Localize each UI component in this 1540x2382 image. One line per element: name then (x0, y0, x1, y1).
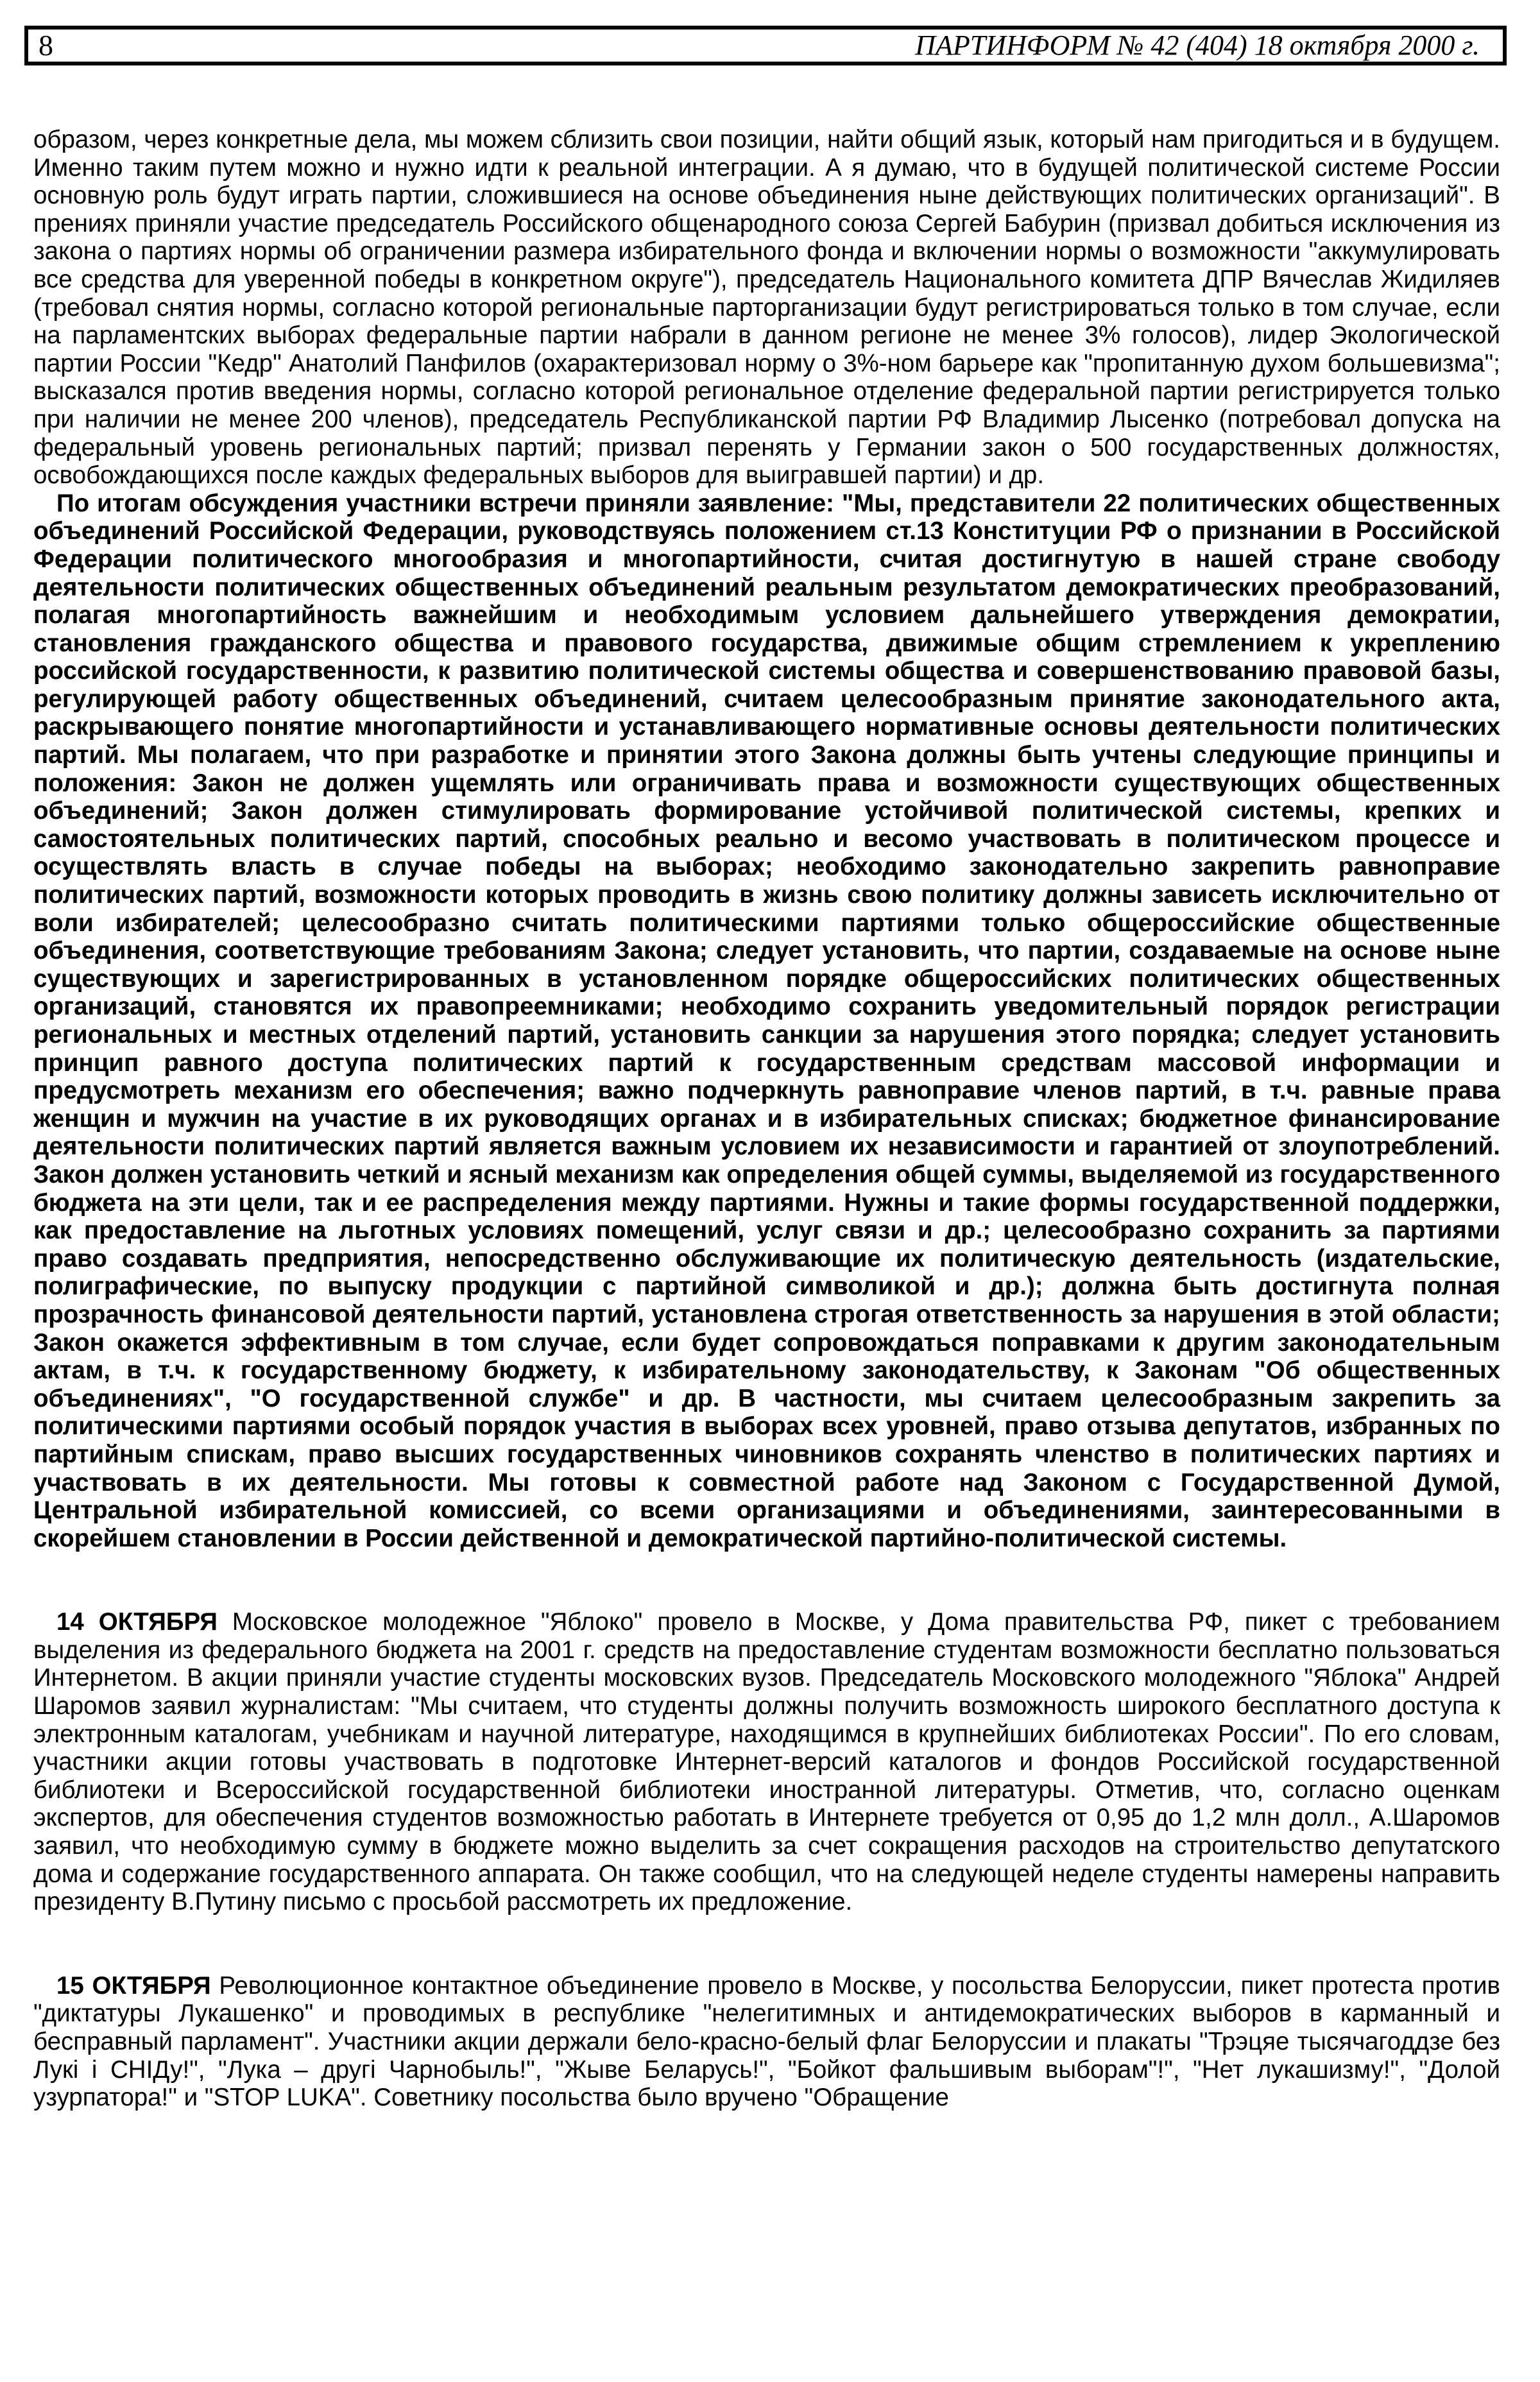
statement-paragraph: По итогам обсуждения участники встречи приняли заявление: "Мы, представители 22 политических общественных объединений Российской Федерации, руководствуясь положением ст.13 Конституции РФ о признании в Российской Федерации политического многообразия и многопартийности, считая достигнутую в нашей стране свободу деятельности политических общественных объединений реальным результатом демократических преобразований, полагая многопартийность важнейшим и необходимым условием дальнейшего утверждения демократии, становления гражданского общества и правового государства, движимые общим стремлением к укреплению российской государственности, к развитию политической системы общества и совершенствованию правовой базы, регулирующей работу общественных объединений, считаем целесообразным принятие законодательного акта, раскрывающего понятие многопартийности и устанавливающего нормативные основы деятельности политических партий. Мы полагаем, что при разработке и принятии этого Закона должны быть учтены следующие принципы и положения: Закон не должен ущемлять или ограничивать права и возможности существующих общественных объединений; Закон должен стимулировать формирование устойчивой политической системы, крепких и самостоятельных политических партий, способных реально и весомо участвовать в политическом процессе и осуществлять власть в случае победы на выборах; необходимо законодательно закрепить равноправие политических партий, возможности которых проводить в жизнь свою политику должны зависеть исключительно от воли избирателей; целесообразно считать политическими партиями только общероссийские общественные объединения, соответствующие требованиям Закона; следует установить, что партии, создаваемые на основе ныне существующих и зарегистрированных в установленном порядке общероссийских политических общественных организаций, становятся их правопреемниками; необходимо сохранить уведомительный порядок регистрации региональных и местных отделений партий, установить санкции за нарушения этого порядка; следует установить принцип равного доступа политических партий к государственным средствам массовой информации и предусмотреть механизм его обеспечения; важно подчеркнуть равноправие членов партий, в т.ч. равные права женщин и мужчин на участие в их руководящих органах и в избирательных списках; бюджетное финансирование деятельности политических партий является важным условием их независимости и гарантией от злоупотреблений. Закон должен установить четкий и ясный механизм как определения общей суммы, выделяемой из государственного бюджета на эти цели, так и ее распределения между партиями. Нужны и такие формы государственной поддержки, как предоставление на льготных условиях помещений, услуг связи и др.; целесообразно сохранить за партиями право создавать предприятия, непосредственно обслуживающие их политическую деятельность (издательские, полиграфические, по выпуску продукции с партийной символикой и др.); должна быть достигнута полная прозрачность финансовой деятельности партий, установлена строгая ответственность за нарушения в этой области; Закон окажется эффективным в том случае, если будет сопровождаться поправками к другим законодательным актам, в т.ч. к государственному бюджету, к избирательному законодательству, к Законам "Об общественных объединениях", "О государственной службе" и др. В частности, мы считаем целесообразным закрепить за политическими партиями особый порядок участия в выборах всех уровней, право отзыва депутатов, избранных по партийным спискам, право высших государственных чиновников сохранять членство в политических партиях и участвовать в их деятельности. Мы готовы к совместной работе над Законом с Государственной Думой, Центральной избирательной комиссией, со всеми организациями и объединениями, заинтересованными в скорейшем становлении в России действенной и демократической партийно-политической системы. (33, 489, 1500, 1552)
paragraph-gap (33, 1552, 1500, 1608)
paragraph-continued: образом, через конкретные дела, мы можем сблизить свои позиции, найти общий язык, который нам пригодиться и в будущем. Именно таким путем можно и нужно идти к реальной интеграции. А я думаю, что в будущей политической системе России основную роль будут играть партии, сложившиеся на основе объединения ныне действующих политических организаций". В прениях приняли участие председатель Российского общенародного союза Сергей Бабурин (призвал добиться исключения из закона о партиях нормы об ограничении размера избирательного фонда и включении нормы о возможности "аккумулировать все средства для уверенной победы в конкретном округе"), председатель Национального комитета ДПР Вячеслав Жидиляев (требовал снятия нормы, согласно которой региональные парторганизации будут регистрироваться только в том случае, если на парламентских выборах федеральные партии набрали в данном регионе не менее 3% голосов), лидер Экологической партии России "Кедр" Анатолий Панфилов (охарактеризовал норму о 3%-ном барьере как "пропитанную духом большевизма"; высказался против введения нормы, согласно которой региональное отделение федеральной партии регистрируется только при наличии не менее 200 членов), председатель Республиканской партии РФ Владимир Лысенко (потребовал допуска на федеральный уровень региональных партий; призвал перенять у Германии закон о 500 государственных должностях, освобождающихся после каждых федеральных выборов для выигравшей партии) и др. (33, 126, 1500, 490)
page-number: 8 (38, 29, 53, 62)
news-item-oct14 (33, 1608, 1500, 1916)
paragraph-gap (33, 1916, 1500, 1972)
news-date: 14 ОКТЯБРЯ (56, 1608, 218, 1636)
publication-issue: ПАРТИНФОРМ № 42 (404) 18 октября 2000 г. (915, 30, 1480, 61)
page-header (24, 26, 1507, 65)
news-text: Революционное контактное объединение провело в Москве, у посольства Белоруссии, пикет протеста против "диктатуры Лукашенко" и проводимых в республике "нелегитимных и антидемократических выборов в карманный и бесправный парламент". Участники акции держали бело-красно-белый флаг Белоруссии и плакаты "Трэцяе тысячагоддзе без Лукі і СНІДу!", "Лука – другі Чарнобыль!", "Жыве Беларусь!", "Бойкот фальшивым выборам"!", "Нет лукашизму!", "Долой узурпатора!" и "STOP LUKA". Советнику посольства было вручено "Обращение (33, 1971, 1500, 2112)
news-item-oct15 (33, 1972, 1500, 2112)
news-text: Московское молодежное "Яблоко" провело в Москве, у Дома правительства РФ, пикет с требованием выделения из федерального бюджета на 2001 г. средств на предоставление студентам возможности бесплатно пользоваться Интернетом. В акции приняли участие студенты московских вузов. Председатель Московского молодежного "Яблока" Андрей Шаромов заявил журналистам: "Мы считаем, что студенты должны получить возможность широкого бесплатного доступа к электронным каталогам, учебникам и научной литературе, находящимся в крупнейших библиотеках России". По его словам, участники акции готовы участвовать в подготовке Интернет-версий каталогов и фондов Российской государственной библиотеки и Всероссийской государственной библиотеки иностранной литературы. Отметив, что, согласно оценкам экспертов, для обеспечения студентов возможностью работать в Интернете требуется от 0,95 до 1,2 млн долл., А.Шаромов заявил, что необходимую сумму в бюджете можно выделить за счет сокращения расходов на строительство депутатского дома и содержание государственного аппарата. Он также сообщил, что на следующей неделе студенты намерены направить президенту В.Путину письмо с просьбой рассмотреть их предложение. (33, 1608, 1501, 1916)
news-date: 15 ОКТЯБРЯ (56, 1971, 211, 2000)
article-body (33, 126, 1500, 2112)
